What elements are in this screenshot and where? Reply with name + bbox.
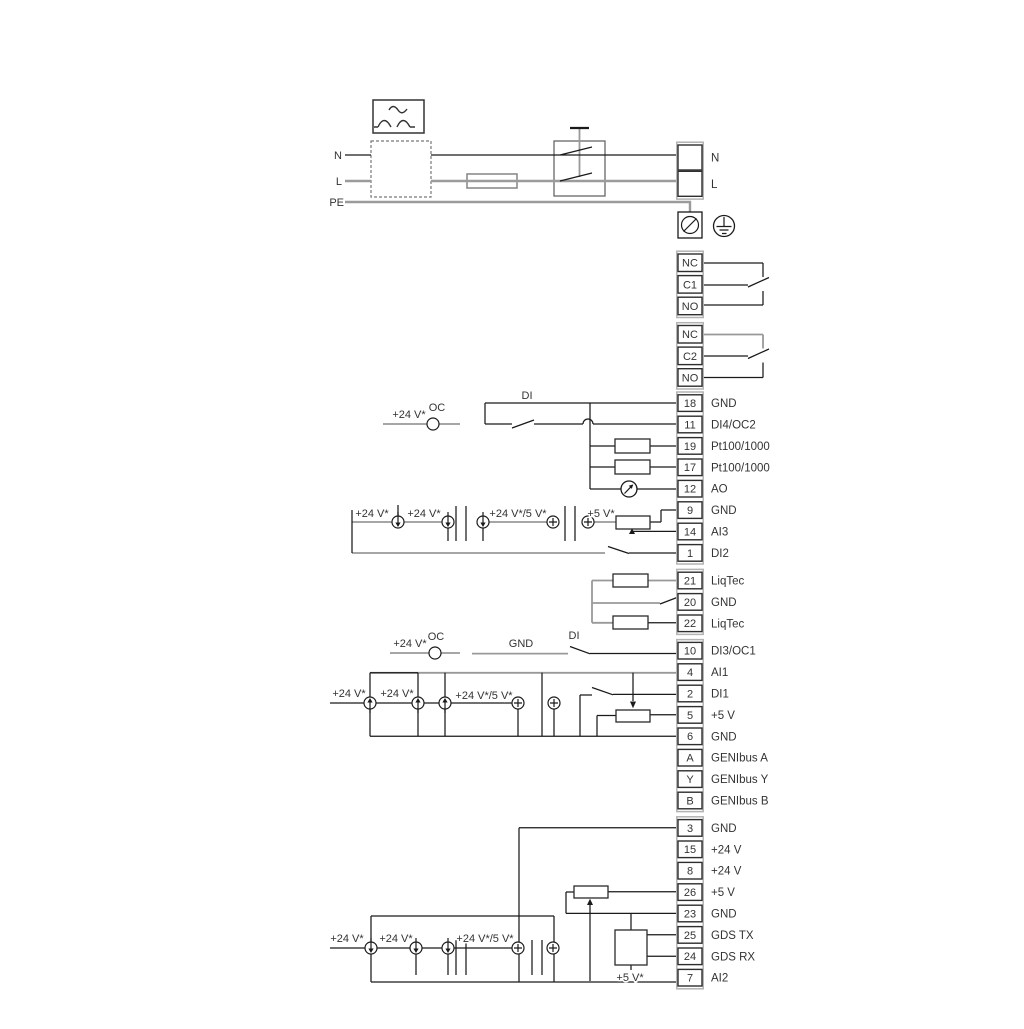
- terminal-number: 6: [686, 731, 694, 744]
- terminal-number: 7: [686, 972, 694, 985]
- label-24v-ai1-2: +24 V*: [380, 688, 414, 700]
- wiper-arrow-up-ai2-icon: [587, 899, 593, 905]
- wire-crossover-hop: [583, 419, 593, 424]
- label-gnd-di3: GND: [508, 638, 534, 650]
- label-24v-di3: +24 V*: [393, 638, 427, 650]
- label-24v-ai2-2: +24 V*: [379, 933, 413, 945]
- terminal-number: 18: [683, 398, 697, 410]
- terminal-label: AI1: [711, 667, 729, 680]
- terminal-number: 21: [683, 575, 697, 588]
- terminal-label: +5 V: [711, 887, 735, 900]
- label-n-left: N: [334, 150, 342, 162]
- label-24v-ai3-2: +24 V*: [407, 508, 441, 520]
- terminal-label: GENIbus Y: [711, 774, 769, 787]
- open-collector-icon: [429, 647, 441, 659]
- pt100-resistor-1: [615, 439, 650, 453]
- label-di-di3: DI: [568, 630, 580, 642]
- label-24v-ai3-1: +24 V*: [355, 508, 389, 520]
- terminal-label: DI4/OC2: [711, 419, 756, 432]
- terminal-label: +24 V: [711, 865, 742, 878]
- label-l-left: L: [335, 176, 342, 188]
- terminal-number: 10: [683, 645, 697, 658]
- terminal-label: DI2: [711, 547, 729, 560]
- terminal-label: GND: [711, 908, 737, 921]
- terminal-number: 15: [683, 844, 697, 857]
- terminal-number: 2: [686, 688, 694, 701]
- terminal-number: 17: [683, 462, 697, 475]
- label-24v-5v-ai1: +24 V*/5 V*: [455, 690, 513, 702]
- terminal-label: +24 V: [711, 844, 742, 857]
- terminal-number: 19: [683, 440, 697, 453]
- label-5v-gds: +5 V*: [616, 972, 644, 984]
- open-collector-icon: [427, 418, 439, 430]
- label-oc-di4: OC: [428, 402, 446, 414]
- terminal-number: 3: [686, 822, 694, 835]
- terminal-number: C2: [682, 350, 698, 363]
- terminal-number: NO: [681, 300, 699, 313]
- terminal-label: LiqTec: [711, 618, 745, 631]
- terminal-number: 12: [683, 483, 697, 496]
- pt100-resistor-2: [615, 460, 650, 474]
- terminal-number: Y: [686, 774, 694, 786]
- wiper-arrow-down-ai1-icon: [630, 702, 636, 709]
- potentiometer-ai3: [616, 516, 650, 529]
- terminal-label: GDS RX: [711, 951, 756, 964]
- terminal-number: 26: [683, 887, 697, 899]
- label-24v-ai1-1: +24 V*: [332, 688, 366, 700]
- terminal-number: 8: [686, 865, 694, 878]
- terminal-number: 24: [683, 951, 697, 964]
- label-24v-5v-ai2: +24 V*/5 V*: [456, 933, 514, 945]
- potentiometer-ai1: [616, 710, 650, 722]
- terminal-number: 5: [686, 709, 694, 722]
- terminal-label: LiqTec: [711, 575, 745, 588]
- label-di-di4: DI: [521, 390, 533, 402]
- terminal-label: AI3: [711, 526, 729, 539]
- terminal-number: NC: [682, 257, 698, 270]
- terminal-label: GENIbus A: [711, 752, 768, 765]
- label-24v-di4: +24 V*: [392, 409, 426, 421]
- terminal-label: GND: [711, 731, 737, 744]
- terminal-label: GENIbus B: [711, 795, 769, 808]
- terminal-label: GND: [711, 596, 737, 609]
- terminal-label: DI1: [711, 688, 729, 701]
- terminal-number: A: [686, 752, 694, 765]
- terminal-label: GND: [711, 398, 737, 411]
- terminal-label: +5 V: [711, 709, 735, 722]
- terminal-label: N: [711, 152, 720, 165]
- liqtec-resistor-2: [613, 616, 648, 629]
- label-pe: PE: [329, 197, 344, 209]
- label-5v-ai3: +5 V*: [587, 508, 615, 520]
- terminal-number: B: [686, 795, 694, 808]
- terminal-number: 25: [683, 929, 697, 942]
- label-24v-5v-ai3: +24 V*/5 V*: [489, 508, 547, 520]
- terminal-number: 23: [683, 908, 697, 921]
- terminal-label: GDS TX: [711, 929, 754, 942]
- label-oc-di3: OC: [427, 631, 445, 643]
- terminal-number: NO: [681, 372, 699, 385]
- power-terminals-cell-L: [678, 171, 702, 196]
- terminal-number: 4: [686, 667, 694, 679]
- terminal-label: Pt100/1000: [711, 462, 770, 475]
- terminal-number: 9: [686, 505, 694, 517]
- terminal-label: Pt100/1000: [711, 440, 770, 453]
- power-terminals-cell-N: [678, 145, 702, 170]
- terminal-number: 20: [683, 596, 697, 609]
- terminal-number: 22: [683, 618, 697, 631]
- terminal-number: C1: [682, 279, 698, 292]
- terminal-label: AI2: [711, 972, 729, 985]
- terminal-label: GND: [711, 505, 737, 518]
- terminal-number: 1: [686, 547, 694, 560]
- terminal-number: 14: [683, 526, 697, 539]
- terminal-number: 11: [684, 419, 696, 432]
- mains-supply-symbol-box: [373, 100, 424, 133]
- terminal-number: NC: [682, 329, 698, 342]
- liqtec-resistor-1: [613, 574, 648, 587]
- label-24v-ai2-1: +24 V*: [330, 933, 364, 945]
- terminal-label: GND: [711, 822, 737, 835]
- potentiometer-ai2: [574, 886, 608, 898]
- filter-dashed-box: [371, 141, 431, 197]
- gds-sensor-box: [615, 930, 647, 965]
- terminal-label: AO: [711, 483, 728, 496]
- terminal-label: L: [711, 178, 718, 191]
- terminal-label: DI3/OC1: [711, 645, 756, 658]
